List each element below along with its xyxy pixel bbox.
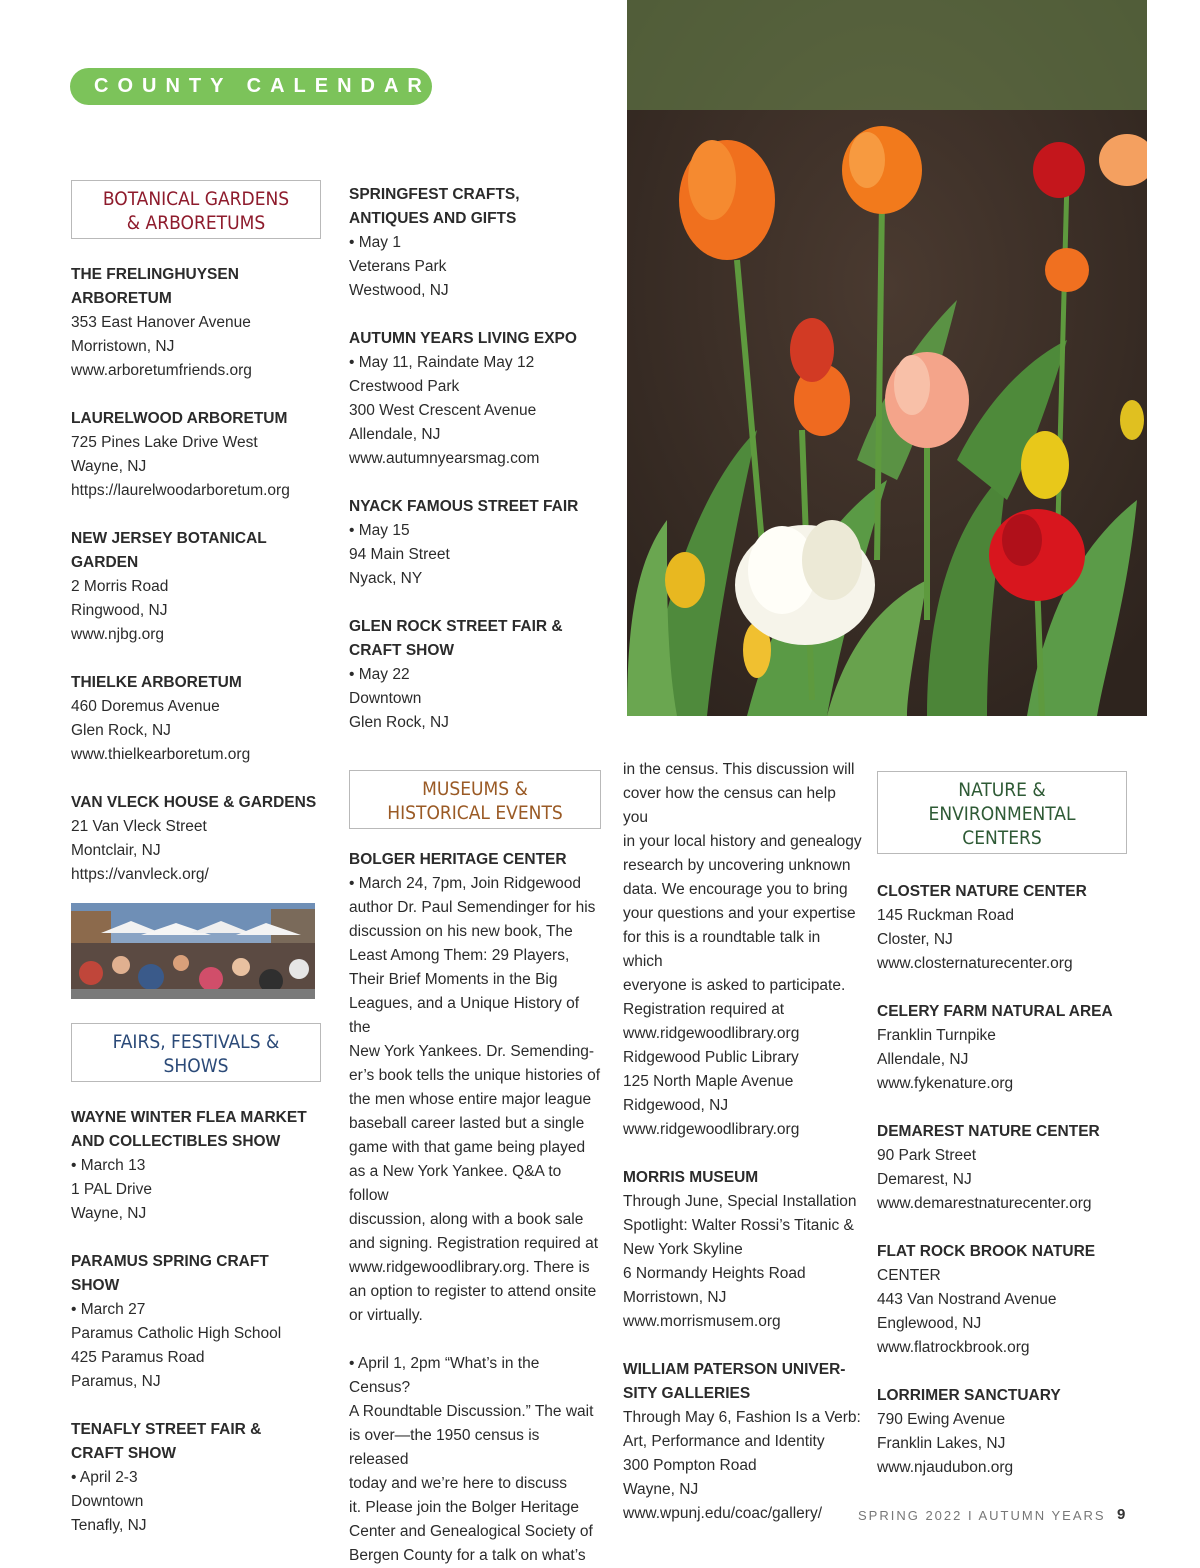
entry-line: Westwood, NJ <box>349 282 449 299</box>
nature-list <box>877 880 1127 1480</box>
entry-title: PARAMUS SPRING CRAFT SHOW <box>71 1253 269 1294</box>
entry-line: Paramus Catholic High School <box>71 1325 282 1342</box>
paragraph-line: baseball career lasted but a single <box>349 1115 585 1132</box>
entry-line: • March 27 <box>71 1301 146 1318</box>
heading-line: NATURE & <box>958 779 1046 801</box>
list-item <box>877 1120 1127 1216</box>
paragraph-line: everyone is asked to participate. <box>623 977 846 994</box>
paragraph-line: www.ridgewoodlibrary.org. There is <box>349 1259 590 1276</box>
paragraph-line: A Roundtable Discussion.” The wait <box>349 1403 594 1420</box>
entry-title: DEMAREST NATURE CENTER <box>877 1123 1100 1140</box>
paragraph-line: Ridgewood Public Library <box>623 1049 799 1066</box>
entry-line: 353 East Hanover Avenue <box>71 314 251 331</box>
list-item <box>71 407 321 503</box>
entry-line: www.demarestnaturecenter.org <box>877 1195 1092 1212</box>
heading-botanical-gardens <box>71 180 321 239</box>
entry-line: Allendale, NJ <box>349 426 441 443</box>
heading-museums <box>349 770 601 829</box>
bolger-paragraph-1 <box>349 872 601 1328</box>
entry-line: Crestwood Park <box>349 378 460 395</box>
entry-line: Wayne, NJ <box>71 458 147 475</box>
list-item <box>349 495 601 591</box>
footer-issue: SPRING 2022 I AUTUMN YEARS <box>858 1508 1106 1523</box>
entry-title: CELERY FARM NATURAL AREA <box>877 1003 1113 1020</box>
column-nature <box>877 771 1127 1480</box>
paragraph-line: it. Please join the Bolger Heritage <box>349 1499 580 1516</box>
botanical-list <box>71 263 321 887</box>
entry-title: VAN VLECK HOUSE & GARDENS <box>71 794 317 811</box>
paragraph-line: author Dr. Paul Semendinger for his <box>349 899 596 916</box>
entry-line: Glen Rock, NJ <box>349 714 449 731</box>
entry-title: NEW JERSEY BOTANICAL <box>71 530 267 547</box>
list-item <box>71 527 321 647</box>
entry-line: New York Skyline <box>623 1241 743 1258</box>
list-item <box>349 615 601 735</box>
entry-line: 94 Main Street <box>349 546 450 563</box>
heading-line: BOTANICAL GARDENS <box>102 188 290 210</box>
entry-line: www.njaudubon.org <box>877 1459 1014 1476</box>
heading-nature-centers <box>877 771 1127 854</box>
heading-line: ENVIRONMENTAL <box>928 803 1076 825</box>
entry-title: BOLGER HERITAGE CENTER <box>349 851 567 868</box>
paragraph-line: in your local history and genealogy <box>623 833 862 850</box>
bolger-paragraph-2 <box>349 1352 601 1568</box>
entry-title: SITY GALLERIES <box>623 1385 751 1402</box>
entry-title: AND COLLECTIBLES SHOW <box>71 1133 281 1150</box>
paragraph-line: for this is a roundtable talk in which <box>623 929 821 970</box>
entry-line: Downtown <box>349 690 422 707</box>
column-museums-continued <box>623 758 863 1526</box>
entry-line: www.njbg.org <box>71 626 165 643</box>
heading-line: CENTERS <box>962 827 1042 849</box>
paragraph-line: an option to register to attend onsite <box>349 1283 597 1300</box>
entry-line: www.flatrockbrook.org <box>877 1339 1030 1356</box>
column-botanical-fairs <box>71 180 321 1538</box>
entry-line: 443 Van Nostrand Avenue <box>877 1291 1057 1308</box>
list-item <box>71 263 321 383</box>
entry-line: Through June, Special Installation <box>623 1193 857 1210</box>
paragraph-line: as a New York Yankee. Q&A to follow <box>349 1163 562 1204</box>
page-number: 9 <box>1117 1506 1126 1523</box>
bolger-entry <box>349 848 601 1568</box>
paragraph-line: Leagues, and a Unique History of the <box>349 995 580 1036</box>
entry-title: FLAT ROCK BROOK NATURE <box>877 1243 1096 1260</box>
entry-line: • April 2-3 <box>71 1469 138 1486</box>
entry-line: 460 Doremus Avenue <box>71 698 220 715</box>
entry-line: Through May 6, Fashion Is a Verb: <box>623 1409 861 1426</box>
entry-title: LORRIMER SANCTUARY <box>877 1387 1061 1404</box>
entry-line: Glen Rock, NJ <box>71 722 171 739</box>
entry-title: GLEN ROCK STREET FAIR & <box>349 618 563 635</box>
list-item <box>877 880 1127 976</box>
entry-line: 6 Normandy Heights Road <box>623 1265 806 1282</box>
entry-line: 90 Park Street <box>877 1147 977 1164</box>
entry-title: MORRIS MUSEUM <box>623 1169 759 1186</box>
entry-line: Demarest, NJ <box>877 1171 972 1188</box>
entry-line: Morristown, NJ <box>623 1289 727 1306</box>
entry-line: Wayne, NJ <box>623 1481 699 1498</box>
entry-line: Downtown <box>71 1493 144 1510</box>
entry-title: WILLIAM PATERSON UNIVER- <box>623 1361 846 1378</box>
list-item <box>623 1358 863 1526</box>
entry-title: LAURELWOOD ARBORETUM <box>71 410 288 427</box>
entry-line: www.morrismusem.org <box>623 1313 781 1330</box>
entry-title: SPRINGFEST CRAFTS, <box>349 186 520 203</box>
entry-line: • May 22 <box>349 666 410 683</box>
entry-line: Morristown, NJ <box>71 338 175 355</box>
tulip-photo <box>627 0 1147 716</box>
entry-line: • May 15 <box>349 522 410 539</box>
entry-line: Nyack, NY <box>349 570 423 587</box>
entry-line: https://vanvleck.org/ <box>71 866 209 883</box>
entry-title: CLOSTER NATURE CENTER <box>877 883 1087 900</box>
entry-title: ARBORETUM <box>71 290 172 307</box>
list-item <box>71 671 321 767</box>
paragraph-line: www.ridgewoodlibrary.org <box>623 1121 800 1138</box>
entry-title: AUTUMN YEARS LIVING EXPO <box>349 330 577 347</box>
heading-line: HISTORICAL EVENTS <box>387 802 563 824</box>
paragraph-line: today and we’re here to discuss <box>349 1475 567 1492</box>
entry-line: Closter, NJ <box>877 931 953 948</box>
entry-title: CRAFT SHOW <box>349 642 455 659</box>
entry-line: www.wpunj.edu/coac/gallery/ <box>623 1505 823 1522</box>
entry-title: CRAFT SHOW <box>71 1445 177 1462</box>
list-item <box>71 1106 321 1226</box>
list-item <box>877 1240 1127 1360</box>
fairs-list <box>71 1106 321 1538</box>
list-item <box>623 1166 863 1334</box>
entry-line: Wayne, NJ <box>71 1205 147 1222</box>
entry-line: Montclair, NJ <box>71 842 161 859</box>
entry-line: Tenafly, NJ <box>71 1517 147 1534</box>
heading-line: FAIRS, FESTIVALS & <box>112 1031 280 1053</box>
list-item <box>349 183 601 303</box>
entry-line: Spotlight: Walter Rossi’s Titanic & <box>623 1217 854 1234</box>
paragraph-line: 125 North Maple Avenue <box>623 1073 794 1090</box>
entry-title: GARDEN <box>71 554 139 571</box>
paragraph-line: discussion, along with a book sale <box>349 1211 584 1228</box>
paragraph-line: research by uncovering unknown <box>623 857 851 874</box>
entry-line: www.fykenature.org <box>877 1075 1014 1092</box>
paragraph-line: discussion on his new book, The <box>349 923 573 940</box>
list-item <box>877 1000 1127 1096</box>
list-item <box>71 1418 321 1538</box>
entry-title: NYACK FAMOUS STREET FAIR <box>349 498 579 515</box>
entry-line: Franklin Turnpike <box>877 1027 996 1044</box>
entry-title: ANTIQUES AND GIFTS <box>349 210 517 227</box>
paragraph-line: in the census. This discussion will <box>623 761 855 778</box>
street-fair-image <box>71 903 315 999</box>
paragraph-line: Least Among Them: 29 Players, <box>349 947 570 964</box>
entry-line: • March 13 <box>71 1157 146 1174</box>
entry-line: www.arboretumfriends.org <box>71 362 252 379</box>
entry-title: WAYNE WINTER FLEA MARKET <box>71 1109 307 1126</box>
entry-line: Allendale, NJ <box>877 1051 969 1068</box>
entry-line: 2 Morris Road <box>71 578 169 595</box>
heading-fairs-festivals <box>71 1023 321 1082</box>
heading-line: SHOWS <box>163 1055 229 1077</box>
entry-line: • May 11, Raindate May 12 <box>349 354 535 371</box>
list-item <box>349 327 601 471</box>
entry-line: www.autumnyearsmag.com <box>349 450 540 467</box>
entry-line: 425 Paramus Road <box>71 1349 205 1366</box>
paragraph-line: data. We encourage you to bring <box>623 881 848 898</box>
entry-line: 790 Ewing Avenue <box>877 1411 1006 1428</box>
museums-cont-list <box>623 1166 863 1526</box>
entry-line: www.thielkearboretum.org <box>71 746 251 763</box>
entry-line: Englewood, NJ <box>877 1315 982 1332</box>
paragraph-line: is over—the 1950 census is released <box>349 1427 540 1468</box>
entry-title: TENAFLY STREET FAIR & <box>71 1421 262 1438</box>
paragraph-line: cover how the census can help you <box>623 785 836 826</box>
list-item <box>71 1250 321 1394</box>
entry-line: 725 Pines Lake Drive West <box>71 434 258 451</box>
entry-line: www.closternaturecenter.org <box>877 955 1073 972</box>
entry-title: THIELKE ARBORETUM <box>71 674 242 691</box>
paragraph-line: • April 1, 2pm “What’s in the Census? <box>349 1355 540 1396</box>
tulip-image <box>627 0 1147 716</box>
entry-line: Veterans Park <box>349 258 447 275</box>
entry-line: • May 1 <box>349 234 401 251</box>
entry-line: https://laurelwoodarboretum.org <box>71 482 290 499</box>
fairs-cont-list <box>349 183 601 735</box>
heading-line: & ARBORETUMS <box>126 212 266 234</box>
entry-line: 300 West Crescent Avenue <box>349 402 537 419</box>
paragraph-line: and signing. Registration required at <box>349 1235 599 1252</box>
paragraph-line: Ridgewood, NJ <box>623 1097 729 1114</box>
paragraph-line: Bergen County for a talk on what’s <box>349 1547 586 1564</box>
paragraph-line: er’s book tells the unique histories of <box>349 1067 601 1084</box>
heading-line: MUSEUMS & <box>422 778 528 800</box>
entry-line: Ringwood, NJ <box>71 602 168 619</box>
paragraph-line: or virtually. <box>349 1307 423 1324</box>
list-item <box>877 1384 1127 1480</box>
entry-line: 1 PAL Drive <box>71 1181 152 1198</box>
column-museums <box>349 770 601 1568</box>
entry-line: Art, Performance and Identity <box>623 1433 825 1450</box>
entry-line: 300 Pompton Road <box>623 1457 757 1474</box>
entry-line: 145 Ruckman Road <box>877 907 1014 924</box>
paragraph-line: Registration required at <box>623 1001 785 1018</box>
paragraph-line: • March 24, 7pm, Join Ridgewood <box>349 875 582 892</box>
entry-line: CENTER <box>877 1267 941 1284</box>
bolger-paragraph-2-continued <box>623 758 863 1142</box>
entry-line: Paramus, NJ <box>71 1373 161 1390</box>
street-fair-photo <box>71 903 315 999</box>
paragraph-line: game with that game being played <box>349 1139 586 1156</box>
entry-line: Franklin Lakes, NJ <box>877 1435 1006 1452</box>
paragraph-line: your questions and your expertise <box>623 905 856 922</box>
entry-title: THE FRELINGHUYSEN <box>71 266 239 283</box>
paragraph-line: the men whose entire major league <box>349 1091 592 1108</box>
entry-line: 21 Van Vleck Street <box>71 818 207 835</box>
column-fairs-continued <box>349 183 601 735</box>
paragraph-line: Their Brief Moments in the Big <box>349 971 558 988</box>
paragraph-line: www.ridgewoodlibrary.org <box>623 1025 800 1042</box>
paragraph-line: Center and Genealogical Society of <box>349 1523 593 1540</box>
section-badge: COUNTY CALENDAR <box>70 68 432 105</box>
list-item <box>71 791 321 887</box>
paragraph-line: New York Yankees. Dr. Semending- <box>349 1043 594 1060</box>
